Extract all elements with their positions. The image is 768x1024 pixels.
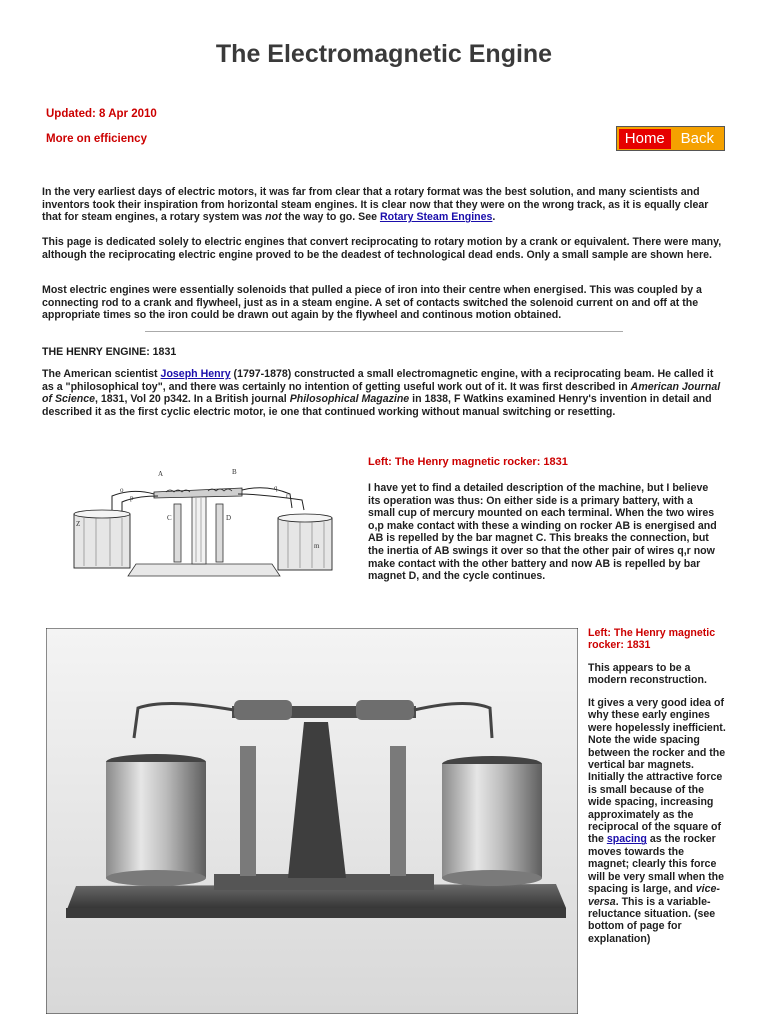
figure-label: p <box>130 494 134 502</box>
figure-label: D <box>226 514 232 522</box>
intro-paragraph-3: Most electric engines were essentially solenoids that pulled a piece of iron into their centre when energised. This was coupled by a connecting rod to a crank and flywheel, just as in a steam engine. A set of contacts switched the solenoid current on and off at the appropriate times so the iron could be drawn out again by the flywheel and continous motion obtained. <box>42 284 702 322</box>
figure-label: q <box>274 484 278 492</box>
henry-rocker-photo <box>46 628 578 1014</box>
figure-1-description: I have yet to find a detailed description of the machine, but I believe its operation was thus: On either side is a primary battery, with a small cup of mercury mounted on each terminal. When the two wires o,p make contact with these a winding on rocker AB is energised and AB is repelled by the bar magnet C. This breaks the connection, but the inertia of AB swings it over so that the other pair of wires q,r now make contact with the other battery and now AB is repelled by bar magnet D, and the cycle continues. <box>368 482 717 583</box>
figure-label: Z <box>76 520 81 528</box>
page-title: The Electromagnetic Engine <box>215 40 553 68</box>
figure-1-caption: Left: The Henry magnetic rocker: 1831 <box>368 456 568 468</box>
figure-2-paragraph-2: It gives a very good idea of why these early engines were hopelessly inefficient. Note the wide spacing between the rocker and the vertical bar magnets. Initially the attractive force is small because of the wide spacing, increasing approximately as the reciprocal of the square of the spacing as the rocker moves towards the magnet; clearly this force will be very small when the spacing is large, and vice-versa. This is a variable-reluctance situation. (see bottom of page for explanation) <box>588 697 726 945</box>
figure-label: C <box>167 514 172 522</box>
figure-label: r <box>286 492 289 500</box>
henry-paragraph: The American scientist Joseph Henry (1797-1878) constructed a small electromagnetic engine, with a reciprocating beam. He called it as a "philosophical toy", and there was certainly no intention of getting useful work out of it. It was first described in American Journal of Science, 1831, Vol 20 p342. In a British journal Philosophical Magazine in 1838, F Watkins examined Henry's invention in detail and described it as the first cyclic electric motor, ie one that continued working without manual switching or resetting. <box>42 368 721 418</box>
figure-label: m <box>314 542 320 550</box>
henry-rocker-engraving <box>66 466 346 592</box>
spacing-link[interactable]: spacing <box>606 833 647 846</box>
intro-paragraph-1: In the very earliest days of electric motors, it was far from clear that a rotary format was the best solution, and many scientists and inventors took their inspiration from horizontal steam engines. It is clear now that they were on the wrong track, as it is equally clear that for steam engines, a rotary system was not the way to go. See Rotary Steam Engines. <box>42 186 709 224</box>
figure-2-caption: Left: The Henry magnetic rocker: 1831 <box>588 627 716 652</box>
figure-label: B <box>232 468 237 476</box>
figure-label: o <box>120 486 124 494</box>
home-button[interactable]: Home <box>619 129 671 149</box>
figure-2-paragraph-1: This appears to be a modern reconstruction. <box>588 662 707 687</box>
updated-date: Updated: 8 Apr 2010 <box>46 108 157 120</box>
nav-buttons <box>616 126 725 151</box>
figure-label: A <box>158 470 164 478</box>
more-on-efficiency-link[interactable]: More on efficiency <box>46 133 147 145</box>
rotary-steam-engines-link[interactable]: Rotary Steam Engines <box>379 211 493 224</box>
section-heading-henry: THE HENRY ENGINE: 1831 <box>42 346 177 358</box>
divider <box>145 331 623 332</box>
intro-paragraph-2: This page is dedicated solely to electric engines that convert reciprocating to rotary motion by a crank or equivalent. There were many, although the reciprocating electric engine proved to be the deadest of technological dead ends. Only a small sample are shown here. <box>42 236 722 261</box>
back-button[interactable]: Back <box>680 129 714 147</box>
joseph-henry-link[interactable]: Joseph Henry <box>160 368 231 380</box>
